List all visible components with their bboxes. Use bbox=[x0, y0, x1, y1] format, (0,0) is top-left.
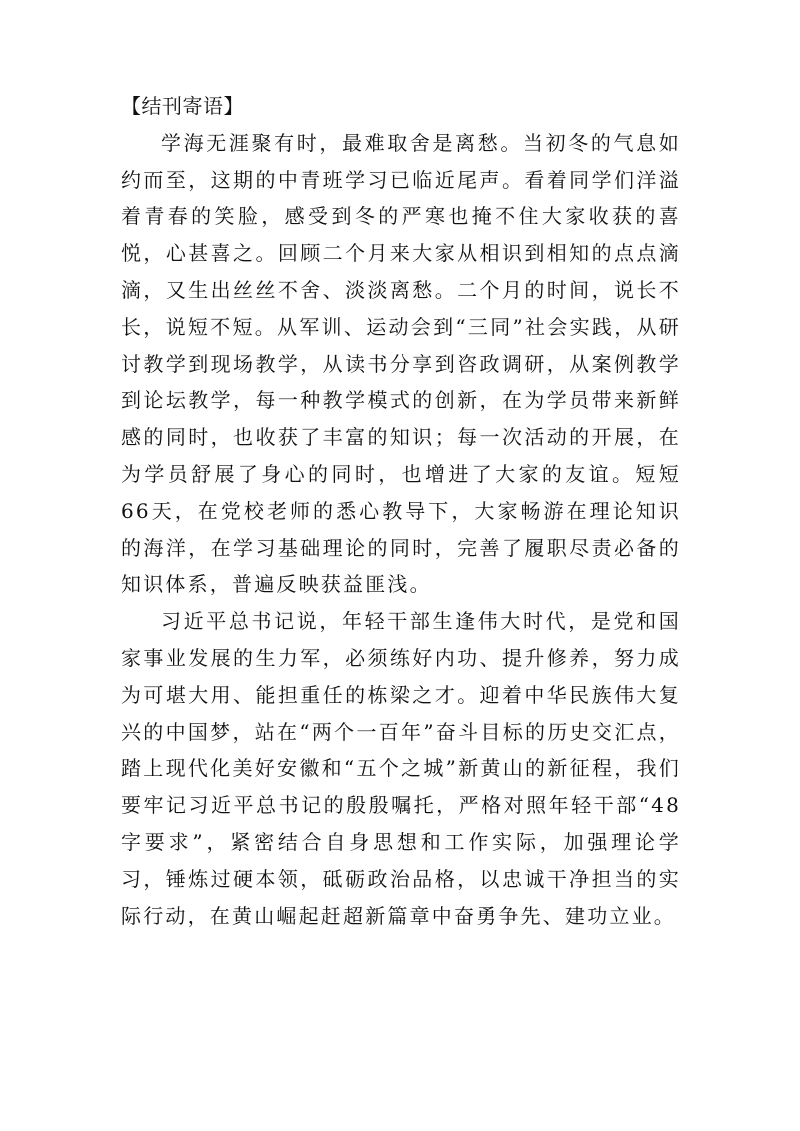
section-heading: 【结刊寄语】 bbox=[121, 94, 244, 118]
paragraph-farewell: 学海无涯聚有时，最难取舍是离愁。当初冬的气息如约而至，这期的中青班学习已临近尾声。看着同学们洋溢着青春的笑脸，感受到冬的严寒也掩不住大家收获的喜悦，心甚喜之。回顾二个月来大家从相识到相知的点点滴滴，又生出丝丝不舍、淡淡离愁。二个月的时间，说长不长，说短不短。从军训、运动会到“三同”社会实践，从研讨教学到现场教学，从读书分享到咨政调研，从案例教学到论坛教学，每一种教学模式的创新，在为学员带来新鲜感的同时，也收获了丰富的知识；每一次活动的开展，在为学员舒展了身心的同时，也增进了大家的友谊。短短66天，在党校老师的悉心教导下，大家畅游在理论知识的海洋，在学习基础理论的同时，完善了履职尽责必备的知识体系，普遍反映获益匪浅。 bbox=[121, 130, 681, 597]
paragraph-exhortation: 习近平总书记说，年轻干部生逢伟大时代，是党和国家事业发展的生力军，必须练好内功、提升修养，努力成为可堪大用、能担重任的栋梁之才。迎着中华民族伟大复兴的中国梦，站在“两个一百年”奋斗目标的历史交汇点，踏上现代化美好安徽和“五个之城”新黄山的新征程，我们要牢记习近平总书记的殷殷嘱托，严格对照年轻干部“48字要求”，紧密结合自身思想和工作实际，加强理论学习，锤炼过硬本领，砥砺政治品格，以忠诚干净担当的实际行动，在黄山崛起赶超新篇章中奋勇争先、建功立业。 bbox=[121, 609, 681, 928]
document-body bbox=[121, 88, 681, 934]
